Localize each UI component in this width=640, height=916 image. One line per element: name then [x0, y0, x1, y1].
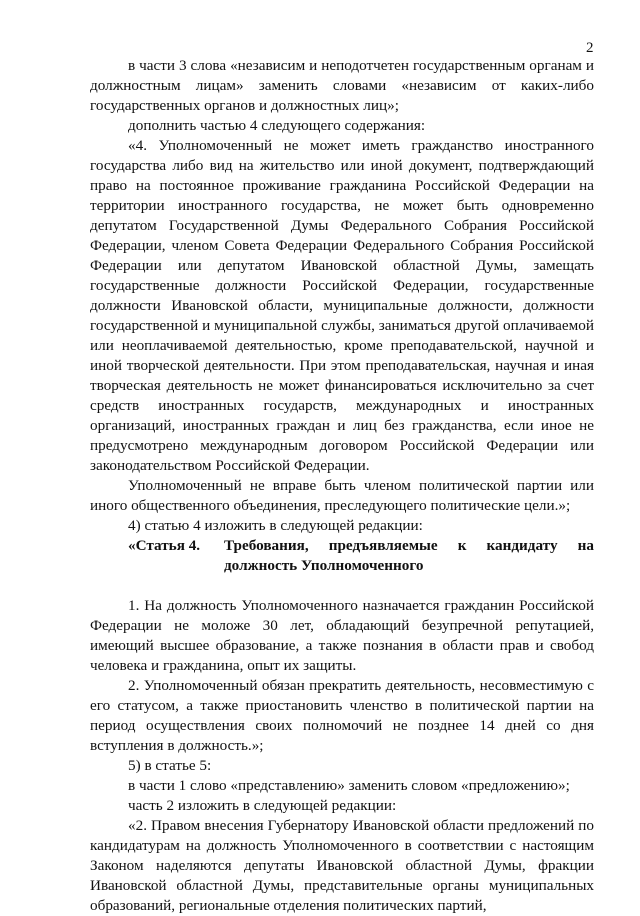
paragraph-article5-intro: 5) в статье 5:	[128, 757, 212, 774]
article-title-line1	[224, 536, 594, 556]
page-number: 2	[586, 40, 594, 56]
article-title-word: к	[457, 537, 467, 554]
paragraph-party-membership: Уполномоченный не вправе быть членом политической партии или иного общественного объединения, преследующего политические цели.»;	[90, 477, 594, 514]
document-body	[90, 56, 594, 916]
paragraph-article5-part2-text: «2. Правом внесения Губернатору Ивановской области предложений по кандидатурам на должность Уполномоченного в соответствии с настоящим Законом наделяются депутаты Ивановской областной Думы, фракции Ивановской областной Думы, представительные органы муниципальных образований, региональные отделения политических партий,	[90, 817, 594, 914]
paragraph-article5-part1: в части 1 слово «представлению» заменить словом «предложению»;	[128, 777, 570, 794]
paragraph-requirement-2: 2. Уполномоченный обязан прекратить деятельность, несовместимую с его статусом, а также приостановить членство в политической партии на период осуществления своих полномочий не позднее 14 дней со дня вступления в должность.»;	[90, 677, 594, 754]
article-title-word: кандидату	[486, 537, 558, 554]
paragraph-part4-text: «4. Уполномоченный не может иметь гражданство иностранного государства либо вид на жительство или иной документ, подтверждающий право на постоянное проживание гражданина Российской Федерации на территории иностранного государства, не может быть одновременно депутатом Государственной Думы Федерального Собрания Российской Федерации, членом Совета Федерации Федерального Собрания Российской Федерации или депутатом Ивановской областной Думы, замещать государственные должности Российской Федерации, государственные должности Ивановской области, муниципальные должности, должности государственной и муниципальной службы, заниматься другой оплачиваемой или неоплачиваемой деятельностью, кроме преподавательской, научной и иной творческой деятельности. При этом преподавательская, научная и иная творческая деятельность не может финансироваться исключительно за счет средств иностранных государств, международных и иностранных организаций, иностранных граждан и лиц без гражданства, если иное не предусмотрено международным договором Российской Федерации или законодательством Российской Федерации.	[90, 137, 594, 474]
article-label: «Статья 4.	[128, 537, 201, 554]
paragraph-add-part4: дополнить частью 4 следующего содержания:	[128, 117, 426, 134]
paragraph-article4-intro: 4) статью 4 изложить в следующей редакции:	[128, 517, 423, 534]
article-title-line2: должность Уполномоченного	[224, 557, 424, 574]
paragraph-amend-part3: в части 3 слова «независим и неподотчетен государственным органам и должностным лицам» заменить словами «независим от каких-либо государственных органов и должностных лиц»;	[90, 57, 594, 114]
paragraph-article5-part2-intro: часть 2 изложить в следующей редакции:	[128, 797, 397, 814]
article-title	[224, 536, 594, 576]
article-4-heading	[90, 536, 594, 576]
paragraph-requirement-1: 1. На должность Уполномоченного назначается гражданин Российской Федерации не моложе 30 лет, обладающий безупречной репутацией, имеющий высшее образование, а также познания в области прав и свобод человека и гражданина, опыт их защиты.	[90, 597, 594, 674]
article-title-word: на	[577, 537, 594, 554]
article-title-word: Требования,	[224, 537, 309, 554]
article-title-word: предъявляемые	[328, 537, 438, 554]
